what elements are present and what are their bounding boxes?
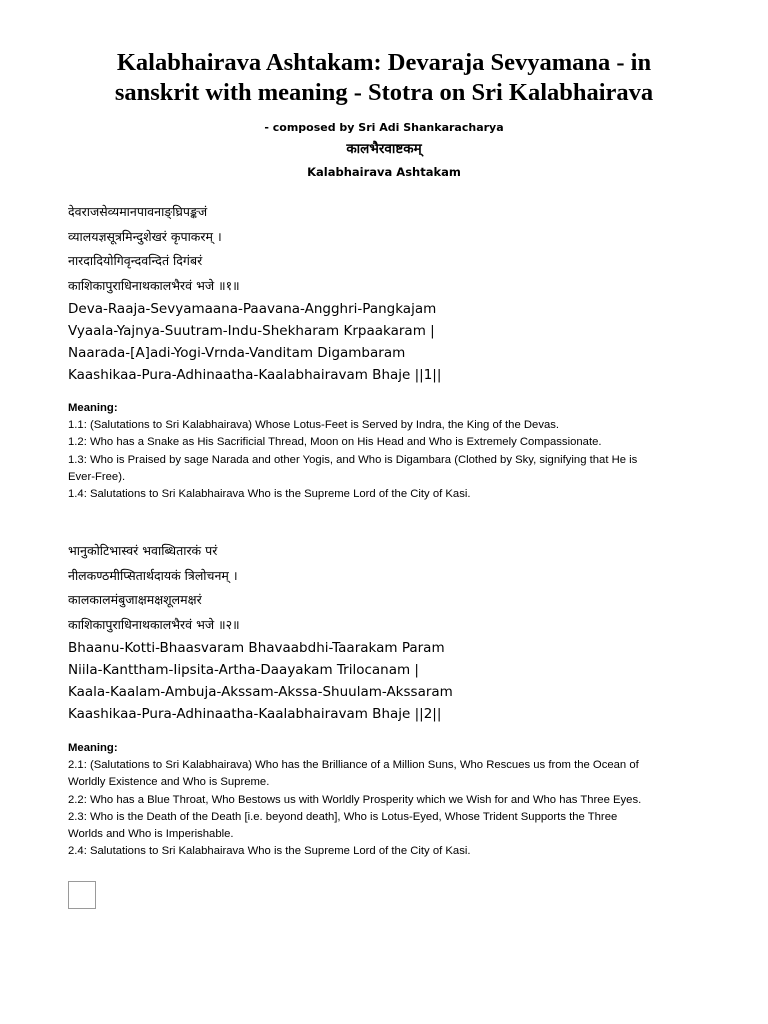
devanagari-line: व्यालयज्ञसूत्रमिन्दुशेखरं कृपाकरम् । (68, 228, 222, 244)
meaning-line: 1.3: Who is Praised by sage Narada and other Yogis, and Who is Digambara (Clothed by Sky, signifying that He is (68, 453, 638, 466)
transliteration-line: Kaashikaa-Pura-Adhinaatha-Kaalabhairavam Bhaje ||1|| (68, 367, 442, 383)
devanagari-line: देवराजसेव्यमानपावनाङ्घ्रिपङ्कजं (68, 204, 208, 219)
transliteration-line: Kaashikaa-Pura-Adhinaatha-Kaalabhairavam Bhaje ||2|| (68, 706, 442, 722)
devanagari-line: भानुकोटिभास्वरं भवाब्धितारकं परं (68, 543, 218, 558)
transliteration-line: Naarada-[A]adi-Yogi-Vrnda-Vanditam Digambaram (68, 345, 406, 361)
meaning-line: Worldly Existence and Who is Supreme. (68, 776, 270, 789)
meaning-line: 1.4: Salutations to Sri Kalabhairava Who is the Supreme Lord of the City of Kasi. (68, 488, 471, 501)
transliteration-verse (68, 298, 718, 386)
meaning-line: 1.2: Who has a Snake as His Sacrificial Thread, Moon on His Head and Who is Extremely Compassionate. (68, 436, 602, 449)
meaning-line: 2.3: Who is the Death of the Death [i.e. beyond death], Who is Lotus-Eyed, Whose Trident Supports the Three (68, 810, 618, 823)
devanagari-verse (68, 200, 718, 298)
transliteration-line: Vyaala-Yajnya-Suutram-Indu-Shekharam Krpaakaram | (68, 323, 435, 339)
devanagari-line: नारदादियोगिवृन्दवन्दितं दिगंबरं (68, 253, 203, 268)
transliteration-line: Deva-Raaja-Sevyamaana-Paavana-Angghri-Pangkajam (68, 301, 437, 317)
verse-1 (68, 200, 718, 386)
english-title: Kalabhairava Ashtakam (307, 165, 461, 179)
meaning-line: Ever-Free). (68, 470, 126, 483)
meaning-line: 2.2: Who has a Blue Throat, Who Bestows us with Worldly Prosperity which we Wish for and Who has Three Eyes. (68, 793, 642, 806)
meaning-heading: Meaning: (68, 742, 118, 754)
devanagari-verse (68, 539, 718, 637)
meaning-line: Worlds and Who is Imperishable. (68, 828, 234, 841)
transliteration-line: Niila-Kanttham-Iipsita-Artha-Daayakam Trilocanam | (68, 662, 419, 678)
devanagari-line: कालकालमंबुजाक्षमक्षशूलमक्षरं (68, 592, 202, 607)
page-title (60, 48, 708, 108)
devanagari-title: कालभैरवाष्टकम् (346, 141, 422, 157)
title-line: Kalabhairava Ashtakam: Devaraja Sevyamana - in (116, 49, 652, 76)
devanagari-line: काशिकापुराधिनाथकालभैरवं भजे ॥१॥ (68, 277, 240, 293)
meaning-block-1 (68, 400, 708, 503)
meaning-line: 1.1: (Salutations to Sri Kalabhairava) Whose Lotus-Feet is Served by Indra, the King of the Devas. (68, 419, 560, 432)
title-line: sanskrit with meaning - Stotra on Sri Kalabhairava (114, 79, 654, 106)
meaning-heading: Meaning: (68, 402, 118, 414)
author-credit: - composed by Sri Adi Shankaracharya (264, 121, 504, 134)
meaning-line: 2.1: (Salutations to Sri Kalabhairava) Who has the Brilliance of a Million Suns, Who Rescues us from the Ocean of (68, 759, 639, 772)
transliteration-verse (68, 637, 718, 725)
empty-checkbox[interactable] (68, 881, 96, 909)
devanagari-line: नीलकण्ठमीप्सितार्थदायकं त्रिलोचनम् । (68, 567, 238, 583)
transliteration-line: Bhaanu-Kotti-Bhaasvaram Bhavaabdhi-Taarakam Param (68, 640, 445, 656)
meaning-block-2 (68, 740, 708, 860)
meaning-line: 2.4: Salutations to Sri Kalabhairava Who is the Supreme Lord of the City of Kasi. (68, 845, 471, 858)
transliteration-line: Kaala-Kaalam-Ambuja-Akssam-Akssa-Shuulam-Akssaram (68, 684, 453, 700)
devanagari-line: काशिकापुराधिनाथकालभैरवं भजे ॥२॥ (68, 616, 240, 632)
verse-2 (68, 539, 718, 725)
